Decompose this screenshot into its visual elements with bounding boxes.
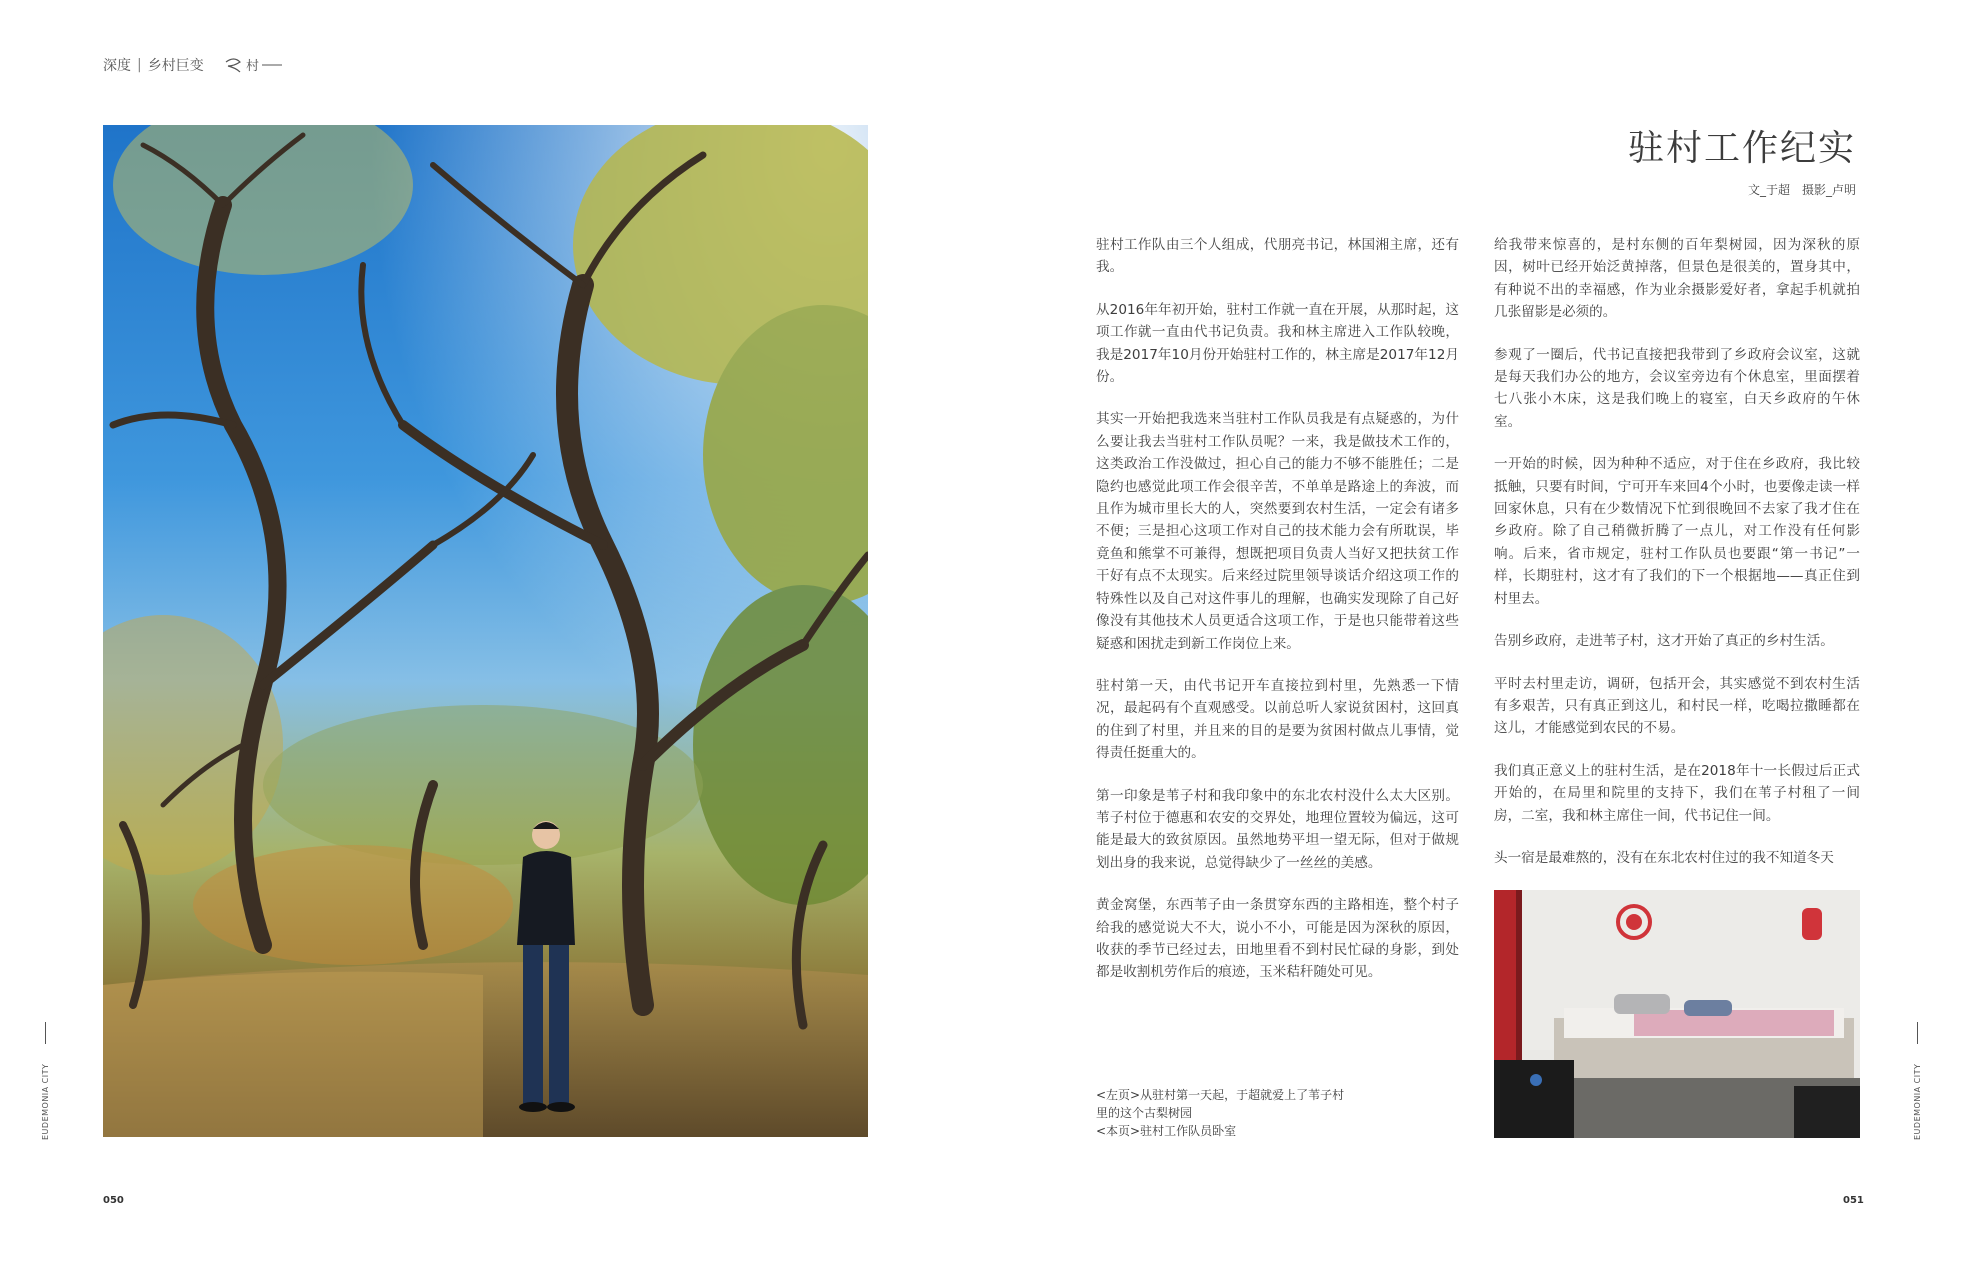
caption-line: <本页>驻村工作队员卧室 [1096, 1124, 1237, 1138]
paragraph: 驻村第一天，由代书记开车直接拉到村里，先熟悉一下情况，最起码有个直观感受。以前总听人家说贫困村，这回真的住到了村里，并且来的目的是要为贫困村做点儿事情，觉得责任挺重大的。 [1096, 677, 1459, 762]
paragraph: 平时去村里走访，调研，包括开会，其实感觉不到农村生活有多艰苦，只有真正到这儿，和村民一样，吃喝拉撒睡都在这儿，才能感觉到农民的不易。 [1494, 675, 1860, 737]
caption-line: <左页>从驻村第一天起，于超就爱上了苇子村 [1096, 1088, 1345, 1102]
village-logo-icon [224, 54, 284, 76]
header-separator: | [137, 57, 142, 73]
text-column-2 [1494, 234, 1860, 889]
side-rule-right [1917, 1022, 1918, 1044]
paragraph: 第一印象是苇子村和我印象中的东北农村没什么太大区别。苇子村位于德惠和农安的交界处，地理位置较为偏远，这可能是最大的致贫原因。虽然地势平坦一望无际，但对于做规划出身的我来说，总觉得缺少了一丝丝的美感。 [1096, 787, 1459, 871]
paragraph: 从2016年年初开始，驻村工作就一直在开展，从那时起，这项工作就一直由代书记负责。我和林主席进入工作队较晚，我是2017年10月份开始驻村工作的，林主席是2017年12月份。 [1096, 301, 1459, 386]
paragraph: 驻村工作队由三个人组成，代朋亮书记，林国湘主席，还有我。 [1096, 237, 1459, 276]
section-header [103, 54, 284, 76]
paragraph: 参观了一圈后，代书记直接把我带到了乡政府会议室，这就是每天我们办公的地方，会议室旁边有个休息室，里面摆着七八张小木床，这是我们晚上的寝室，白天乡政府的午休室。 [1494, 346, 1860, 430]
bedroom-photo [1494, 890, 1860, 1138]
paragraph: 一开始的时候，因为种种不适应，对于住在乡政府，我比较抵触，只要有时间，宁可开车来回4个小时，也要像走读一样回家休息，只有在少数情况下忙到很晚回不去家了我才住在乡政府。除了自己稍微折腾了一点儿，对工作没有任何影响。后来，省市规定，驻村工作队员也要跟“第一书记”一样，长期驻村，这才有了我们的下一个根据地——真正住到村里去。 [1494, 456, 1860, 607]
paragraph: 其实一开始把我选来当驻村工作队员我是有点疑惑的，为什么要让我去当驻村工作队员呢？一来，我是做技术工作的，这类政治工作没做过，担心自己的能力不够不能胜任；二是隐约也感觉此项工作会很辛苦，不单单是路途上的奔波，而且作为城市里长大的人，突然要到农村生活，一定会有诸多不便；三是担心这项工作对自己的技术能力会有所耽误，毕竟鱼和熊掌不可兼得，想既把项目负责人当好又把扶贫工作干好有点不太现实。后来经过院里领导谈话介绍这项工作的特殊性以及自己对这件事儿的理解，也确实发现除了自己好像没有其他技术人员更适合这项工作，于是也只能带着这些疑惑和困扰走到新工作岗位上来。 [1096, 411, 1459, 652]
orchard-photo [103, 125, 868, 1137]
caption-line: 里的这个古梨树园 [1096, 1106, 1193, 1120]
paragraph: 给我带来惊喜的，是村东侧的百年梨树园，因为深秋的原因，树叶已经开始泛黄掉落，但景色是很美的，置身其中，有种说不出的幸福感，作为业余摄影爱好者，拿起手机就拍几张留影是必须的。 [1494, 237, 1860, 321]
side-rule-left [45, 1022, 46, 1044]
page-number-right: 051 [1843, 1195, 1864, 1206]
article-title: 驻村工作纪实 [1627, 128, 1856, 169]
side-label-left: EUDEMONIA CITY [41, 1063, 50, 1140]
paragraph: 黄金窝堡，东西苇子由一条贯穿东西的主路相连，整个村子给我的感觉说大不大，说小不小，可能是因为深秋的原因，收获的季节已经过去，田地里看不到村民忙碌的身影，到处都是收割机劳作后的痕迹，玉米秸秆随处可见。 [1096, 897, 1459, 981]
paragraph: 头一宿是最难熬的，没有在东北农村住过的我不知道冬天 [1494, 849, 1834, 866]
logo-text: 村 [245, 59, 259, 74]
side-label-right: EUDEMONIA CITY [1913, 1063, 1922, 1140]
column-label: 乡村巨变 [147, 58, 204, 74]
photo-caption [1096, 1086, 1386, 1140]
paragraph: 我们真正意义上的驻村生活，是在2018年十一长假过后正式开始的，在局里和院里的支持下，我们在苇子村租了一间房，二室，我和林主席住一间，代书记住一间。 [1494, 762, 1860, 824]
paragraph: 告别乡政府，走进苇子村，这才开始了真正的乡村生活。 [1494, 633, 1834, 650]
page-number-left: 050 [103, 1195, 124, 1206]
section-label: 深度 [103, 58, 131, 74]
text-column-1 [1096, 234, 1459, 1004]
article-byline: 文_于超 摄影_卢明 [1747, 183, 1856, 197]
